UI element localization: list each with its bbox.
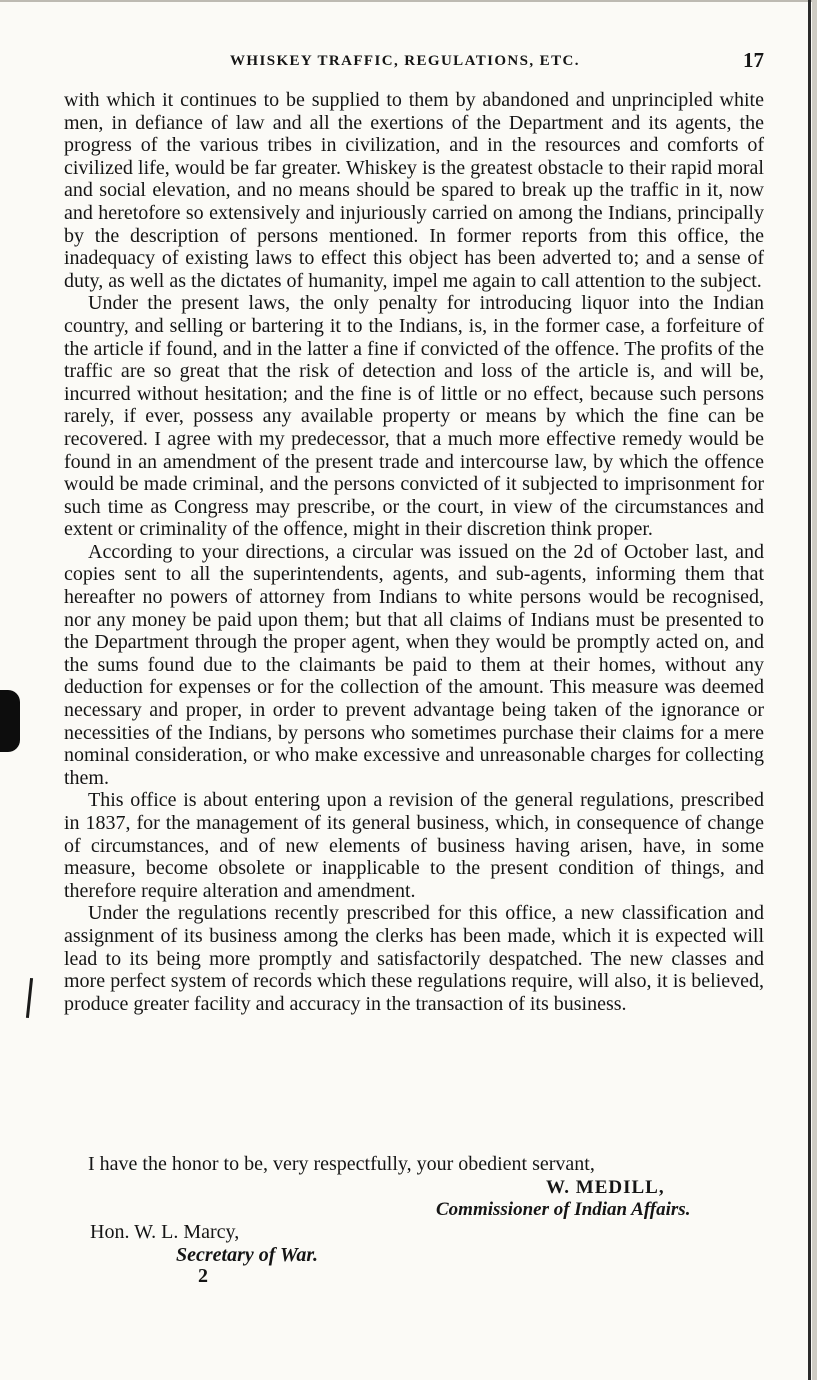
paragraph-classification: Under the regulations recently prescribed for this office, a new classification and assignment of its business among the clerks has been made, which it is expected will lead to its being more promptly and satisfactorily despatched. The new classes and more perfect system of records which these regulations require, will also, it is believed, produce greater facility and accuracy in the transaction of its business. [64,902,764,1015]
page-right-margin [812,0,817,1380]
running-header [64,48,764,74]
paragraph-regulations-revision: This office is about entering upon a revision of the general regulations, prescribed in 1837, for the management of its general business, which, in consequence of change of circumstances, and of new elements of business having arisen, have, in some measure, become obsolete or inapplicable to the present condition of things, and therefore require alteration and amendment. [64,789,764,902]
paragraph-continuation: with which it continues to be supplied to them by abandoned and unprincipled white men, in defiance of law and all the exertions of the Department and its agents, the progress of the various tribes in civilization, and in the resources and comforts of civilized life, would be far greater. Whiskey is the greatest obstacle to their rapid moral and social elevation, and no means should be spared to break up the traffic in it, now and heretofore so extensively and injuriously carried on among the Indians, principally by the description of persons mentioned. In former reports from this office, the inadequacy of existing laws to effect this object has been adverted to; and a sense of duty, as well as the dictates of humanity, impel me again to call attention to the subject. [64,89,764,292]
closing-salutation: I have the honor to be, very respectfully, your obedient servant, [88,1153,595,1175]
addressee-name: Hon. W. L. Marcy, [90,1221,240,1243]
signer-title: Commissioner of Indian Affairs. [436,1199,691,1220]
page-right-edge [808,0,811,1380]
page-number: 17 [743,48,764,72]
paragraph-present-laws: Under the present laws, the only penalty for introducing liquor into the Indian country, and selling or bartering it to the Indians, is, in the former case, a forfeiture of the article if found, and in the latter a fine if convicted of the offence. The profits of the traffic are so great that the risk of detection and loss of the article is, and will be, incurred without hesitation; and the fine is of little or no effect, because such persons rarely, if ever, possess any available property or means by which the fine can be recovered. I agree with my predecessor, that a much more effective remedy would be found in an amendment of the present trade and intercourse law, by which the offence would be made criminal, and the persons convicted of it subjected to imprisonment for such time as Congress may prescribe, or the court, in view of the circumstances and extent or criminality of the offence, might in their discretion think proper. [64,292,764,541]
page-top-edge [0,0,817,2]
signer-name: W. MEDILL, [546,1177,665,1198]
signature-mark: 2 [198,1265,208,1287]
margin-tick-mark [26,978,33,1018]
body-text [64,89,764,1015]
paragraph-circular: According to your directions, a circular was issued on the 2d of October last, and copies sent to all the superintendents, agents, and sub-agents, informing them that hereafter no powers of attorney from Indians to white persons would be recognised, nor any money be paid upon them; but that all claims of Indians must be presented to the Department through the proper agent, when they would be promptly acted on, and the sums found due to the claimants be paid to them at their homes, without any deduction for expenses or for the collection of the amount. This measure was deemed necessary and proper, in order to prevent advantage being taken of the ignorance or necessities of the Indians, by persons who sometimes purchase their claims for a mere nominal consideration, or who make excessive and unreasonable charges for collecting them. [64,540,764,789]
binding-mark [0,690,20,752]
addressee-title: Secretary of War. [176,1244,319,1266]
running-title: WHISKEY TRAFFIC, REGULATIONS, ETC. [230,53,580,69]
